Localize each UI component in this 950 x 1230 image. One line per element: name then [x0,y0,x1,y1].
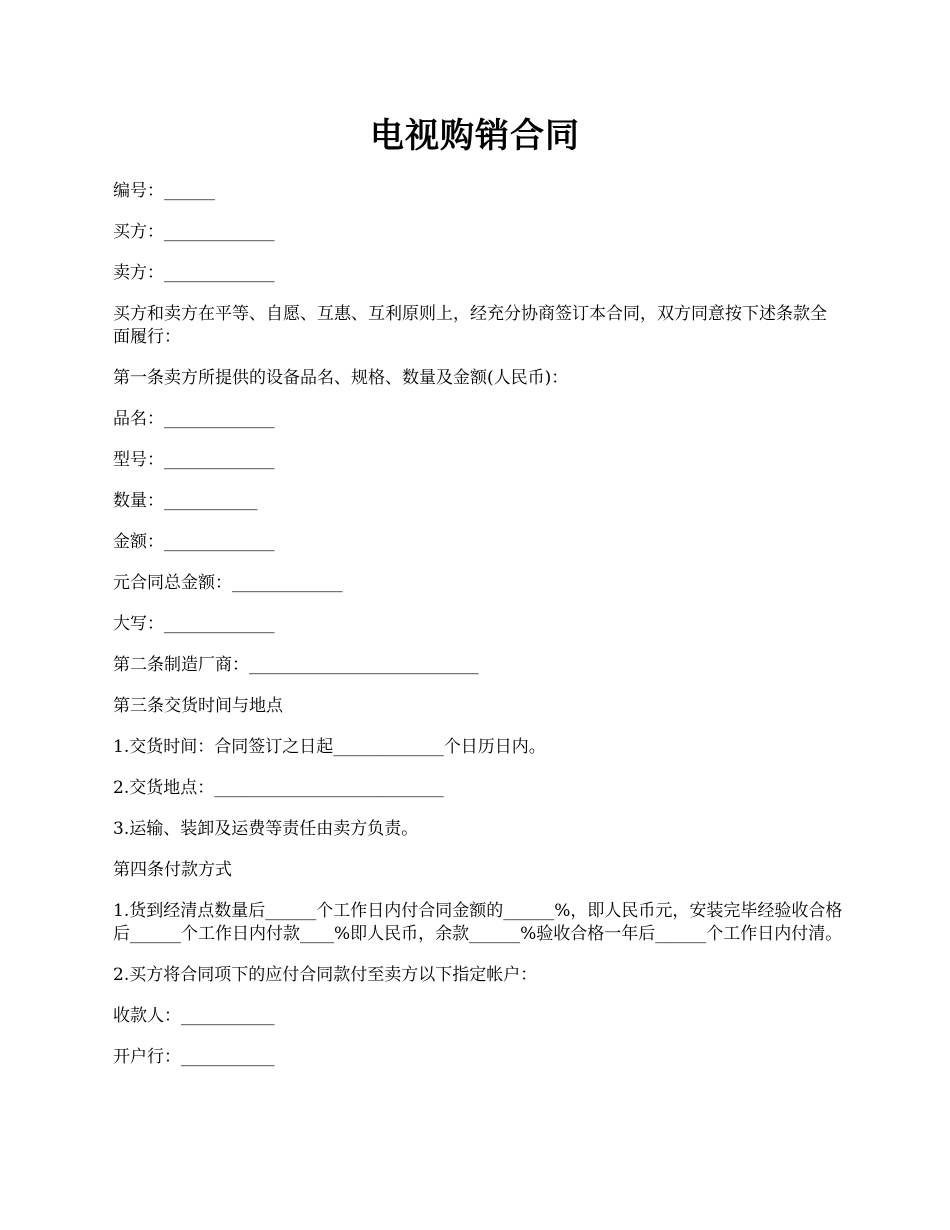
payment-account-line: 2.买方将合同项下的应付合同款付至卖方以下指定帐户： [113,965,538,985]
article-2-manufacturer: 第二条制造厂商：___________________________ [113,655,479,675]
document-title: 电视购销合同 [370,116,580,156]
article-1-heading: 第一条卖方所提供的设备品名、规格、数量及金额(人民币)： [113,368,569,388]
total-amount-line: 元合同总金额：_____________ [113,573,343,593]
contract-number-line: 编号：______ [113,181,215,201]
amount-line: 金额：_____________ [113,532,275,552]
preamble-paragraph: 买方和卖方在平等、自愿、互惠、互利原则上，经充分协商签订本合同，双方同意按下述条款全面履行： [113,304,827,347]
model-line: 型号：_____________ [113,450,275,470]
document-body [113,180,843,1087]
seller-line: 卖方：_____________ [113,263,275,283]
payment-terms-paragraph: 1.货到经清点数量后______个工作日内付合同金额的______%，即人民币元，安装完毕经验收合格后______个工作日内付款____%即人民币，余款______%验收合格一年后______个工作日内付清。 [113,901,843,944]
amount-in-words-line: 大写：_____________ [113,614,275,634]
delivery-location-line: 2.交货地点：___________________________ [113,778,444,798]
product-name-line: 品名：_____________ [113,409,275,429]
bank-line: 开户行：___________ [113,1047,275,1067]
article-4-heading: 第四条付款方式 [113,860,232,880]
delivery-time-line: 1.交货时间：合同签订之日起_____________个日历日内。 [113,737,546,757]
quantity-line: 数量：___________ [113,491,258,511]
buyer-line: 买方：_____________ [113,222,275,242]
transport-responsibility-line: 3.运输、装卸及运费等责任由卖方负责。 [113,819,419,839]
payee-line: 收款人：___________ [113,1006,275,1026]
article-3-heading: 第三条交货时间与地点 [113,696,283,716]
